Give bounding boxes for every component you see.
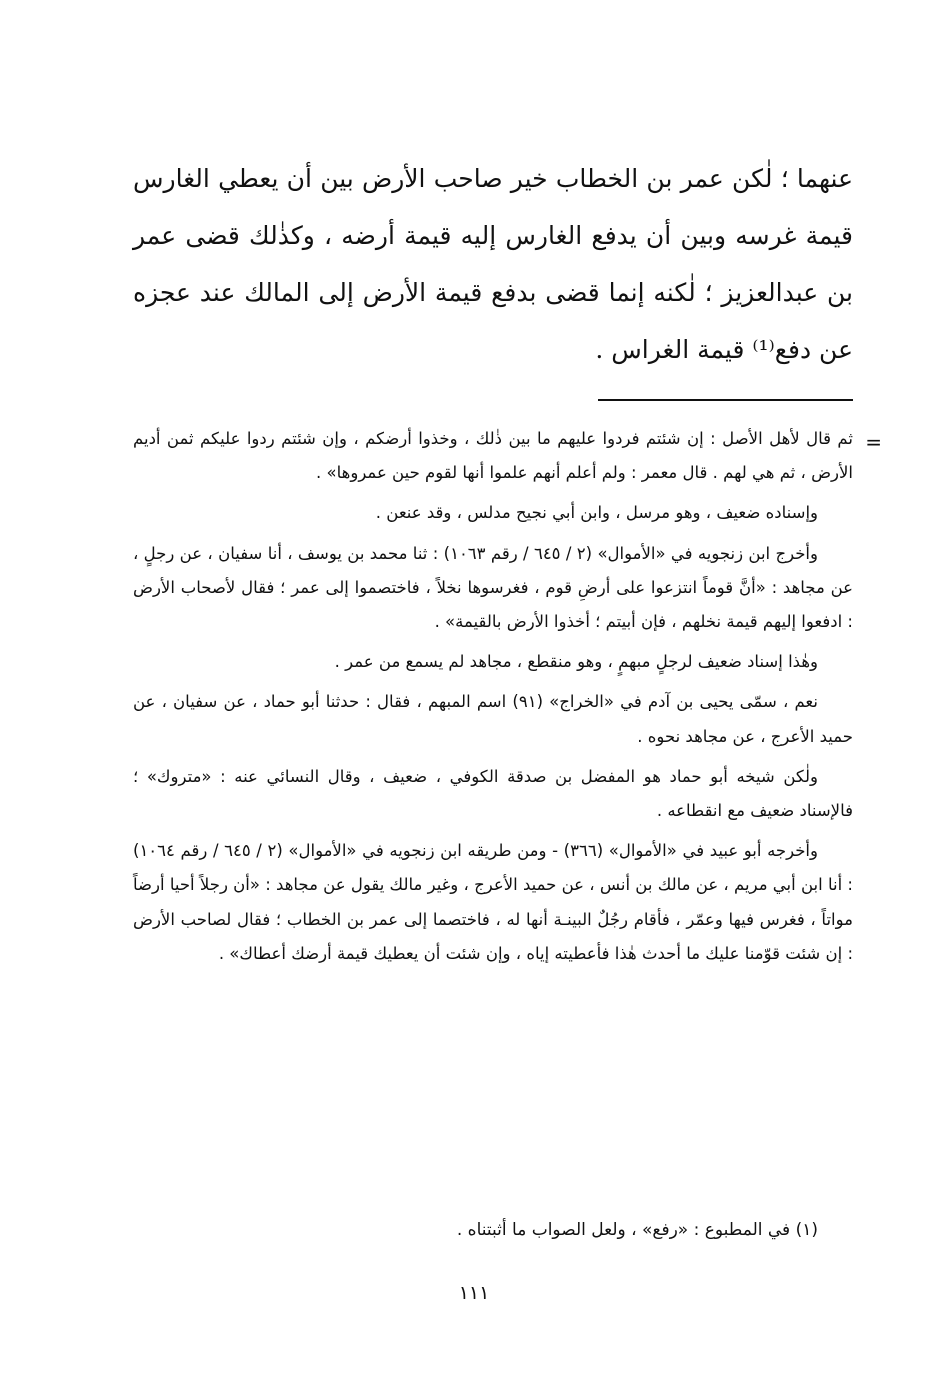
main-text (133, 150, 853, 378)
notes-section (133, 422, 853, 977)
note-paragraph: ولٰكن شيخه أبو حماد هو المفضل بن صدقة الكوفي ، ضعيف ، وقال النسائي عنه : «متروك» ؛ فالإسناد ضعيف مع انقطاعه . (133, 766, 853, 821)
note-paragraph: ثم قال لأهل الأصل : إن شئتم فردوا عليهم ما بين ذٰلك ، وخذوا أرضكم ، وإن شئتم ردوا عليكم ثمن أديم الأرض ، ثم هي لهم . قال معمر : ولم أعلم أنهم علموا أنها لقوم حين عمروها» . (133, 429, 853, 483)
note-paragraph: وإسناده ضعيف ، وهو مرسل ، وابن أبي نجيح مدلس ، وقد عنعن . (375, 503, 818, 523)
main-text-line: عبدالعزيز ؛ لٰكنه إنما قضى بدفع قيمة الأرض إلى المالك عند عجزه عن (133, 278, 853, 364)
note-paragraph: وأخرج ابن زنجويه في «الأموال» (٢ / ٦٤٥ / رقم ١٠٦٣) : ثنا محمد بن يوسف ، أنا سفيان ، عن رجلٍ ، عن مجاهد : «أنَّ قوماً انتزعوا على أرضِ قوم ، فغرسوها نخلاً ، فاختصموا إلى عمر ؛ فقال لأصحاب الأرض : ادفعوا إليهم قيمة نخلهم ، فإن أبيتم ؛ أخذوا الأرض بالقيمة» . (133, 543, 853, 632)
main-text-paragraph (133, 150, 853, 378)
note-paragraph: نعم ، سمّى يحيى بن آدم في «الخراج» (٩١) اسم المبهم ، فقال : حدثنا أبو حماد ، عن سفيان ، عن حميد الأعرج ، عن مجاهد نحوه . (133, 692, 853, 746)
footnote-separator (598, 399, 853, 401)
main-text-line: عنهما ؛ لٰكن عمر بن الخطاب خير صاحب الأرض بين أن يعطي الغارس (133, 164, 853, 193)
page-number: ١١١ (458, 1282, 490, 1304)
footnote: (١) في المطبوع : «رفع» ، ولعل الصواب ما أثبتناه . (456, 1220, 818, 1240)
main-text-line: دفع⁽¹⁾ قيمة الغراس . (595, 335, 812, 364)
note-paragraph: وأخرجه أبو عبيد في «الأموال» (٣٦٦) - ومن طريقه ابن زنجويه في «الأموال» (٢ / ٦٤٥ / رقم ١٠٦٤) : أنا ابن أبي مريم ، عن مالك بن أنس ، عن حميد الأعرج ، وغير مالك يقول عن مجاهد : «أن رجلاً أحيا أرضاً مواتاً ، فغرس فيها وعمّر ، فأقام رجُلٌ البينـة أنها له ، فاختصما إلى عمر بن الخطاب ؛ فقال لصاحب الأرض : إن شئت قوّمنا عليك ما أحدث هٰذا فأعطيته إياه ، وإن شئت أن يعطيك قيمة أرضك أعطاك» . (133, 841, 853, 963)
continuation-mark: = (865, 430, 882, 454)
note-paragraph: وهٰذا إسناد ضعيف لرجلٍ مبهمٍ ، وهو منقطع ، مجاهد لم يسمع من عمر . (334, 652, 818, 672)
main-text-line: قيمة غرسه وبين أن يدفع الغارس إليه قيمة أرضه ، وكذٰلك قضى عمر بن (133, 221, 853, 307)
